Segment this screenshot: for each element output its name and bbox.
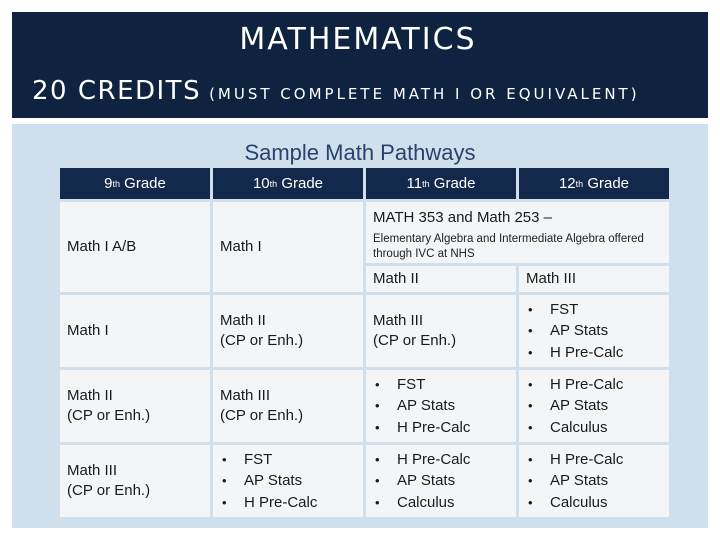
course-list — [526, 374, 669, 439]
course-name: Math I — [220, 238, 262, 255]
list-item: • H Pre-Calc — [220, 492, 363, 514]
row3-grade10-cell — [213, 370, 363, 442]
header-label: Grade — [429, 175, 476, 192]
course-name: Math III — [220, 387, 271, 404]
row2-grade12-cell — [519, 295, 669, 367]
row1-grade11-cell — [366, 266, 516, 292]
column-header-grade-9 — [60, 168, 210, 199]
header-suffix: th — [422, 178, 430, 189]
page-subtitle — [32, 76, 640, 106]
course-name: Math III — [67, 462, 118, 479]
row4-grade10-cell — [213, 445, 363, 517]
header-label: Grade — [277, 175, 324, 192]
row2-grade9-cell — [60, 295, 210, 367]
list-item: • H Pre-Calc — [373, 449, 516, 471]
course-name: Math II — [67, 387, 113, 404]
list-item: • H Pre-Calc — [526, 342, 669, 364]
list-item: • FST — [220, 449, 363, 471]
row1-grade10-cell — [213, 202, 363, 292]
row4-grade12-cell — [519, 445, 669, 517]
list-item: • H Pre-Calc — [526, 374, 669, 396]
header-number: 10 — [252, 175, 270, 192]
list-item: • Calculus — [526, 417, 669, 439]
course-name: Math III — [373, 312, 424, 329]
header-suffix: th — [575, 178, 584, 189]
course-name: Math III — [526, 270, 577, 287]
column-header-grade-10 — [213, 168, 363, 199]
course-list — [373, 449, 516, 514]
row3-grade11-cell — [366, 370, 516, 442]
row3-grade9-cell — [60, 370, 210, 442]
course-level: (CP or Enh.) — [220, 407, 304, 424]
course-name: Math II — [220, 312, 266, 329]
column-header-grade-12 — [519, 168, 669, 199]
list-item: • Calculus — [526, 492, 669, 514]
row2-grade10-cell — [213, 295, 363, 367]
course-level: (CP or Enh.) — [67, 407, 151, 424]
list-item: • Calculus — [373, 492, 516, 514]
list-item: • H Pre-Calc — [526, 449, 669, 471]
pathways-title: Sample Math Pathways — [244, 140, 476, 165]
header-label: Grade — [120, 175, 166, 192]
header-number: 11 — [406, 175, 423, 192]
row4-grade11-cell — [366, 445, 516, 517]
row1-grade12-cell — [519, 266, 669, 292]
course-level: (CP or Enh.) — [67, 482, 151, 499]
course-list — [526, 449, 669, 514]
course-list — [220, 449, 363, 514]
list-item: • FST — [526, 299, 669, 321]
header-label: Grade — [583, 175, 630, 192]
course-level: (CP or Enh.) — [373, 332, 457, 349]
course-name: Math II — [373, 270, 419, 287]
course-name: Math I A/B — [67, 238, 137, 255]
dual-enrollment-cell — [366, 202, 669, 263]
list-item: • AP Stats — [220, 470, 363, 492]
list-item: • FST — [373, 374, 516, 396]
course-level: (CP or Enh.) — [220, 332, 304, 349]
list-item: • AP Stats — [373, 395, 516, 417]
row1-grade9-cell — [60, 202, 210, 292]
header-number: 12 — [558, 175, 576, 192]
requirement-note: (MUST COMPLETE MATH I OR EQUIVALENT) — [209, 85, 640, 103]
column-header-grade-11 — [366, 168, 516, 199]
header-number: 9 — [104, 175, 113, 192]
list-item: • AP Stats — [526, 320, 669, 342]
dual-enrollment-description: Elementary Algebra and Intermediate Algebra offered through IVC at NHS — [373, 233, 644, 260]
list-item: • AP Stats — [373, 470, 516, 492]
header-suffix: th — [112, 178, 120, 189]
course-list — [526, 299, 669, 364]
row3-grade12-cell — [519, 370, 669, 442]
list-item: • AP Stats — [526, 470, 669, 492]
course-list — [373, 374, 516, 439]
row4-grade9-cell — [60, 445, 210, 517]
course-name: Math I — [67, 322, 109, 339]
row2-grade11-cell — [366, 295, 516, 367]
list-item: • H Pre-Calc — [373, 417, 516, 439]
header-suffix: th — [269, 178, 278, 189]
credits-label: 20 CREDITS — [32, 76, 202, 106]
dual-enrollment-title: MATH 353 and Math 253 – — [373, 209, 552, 226]
list-item: • AP Stats — [526, 395, 669, 417]
page-title: MATHEMATICS — [239, 22, 477, 57]
